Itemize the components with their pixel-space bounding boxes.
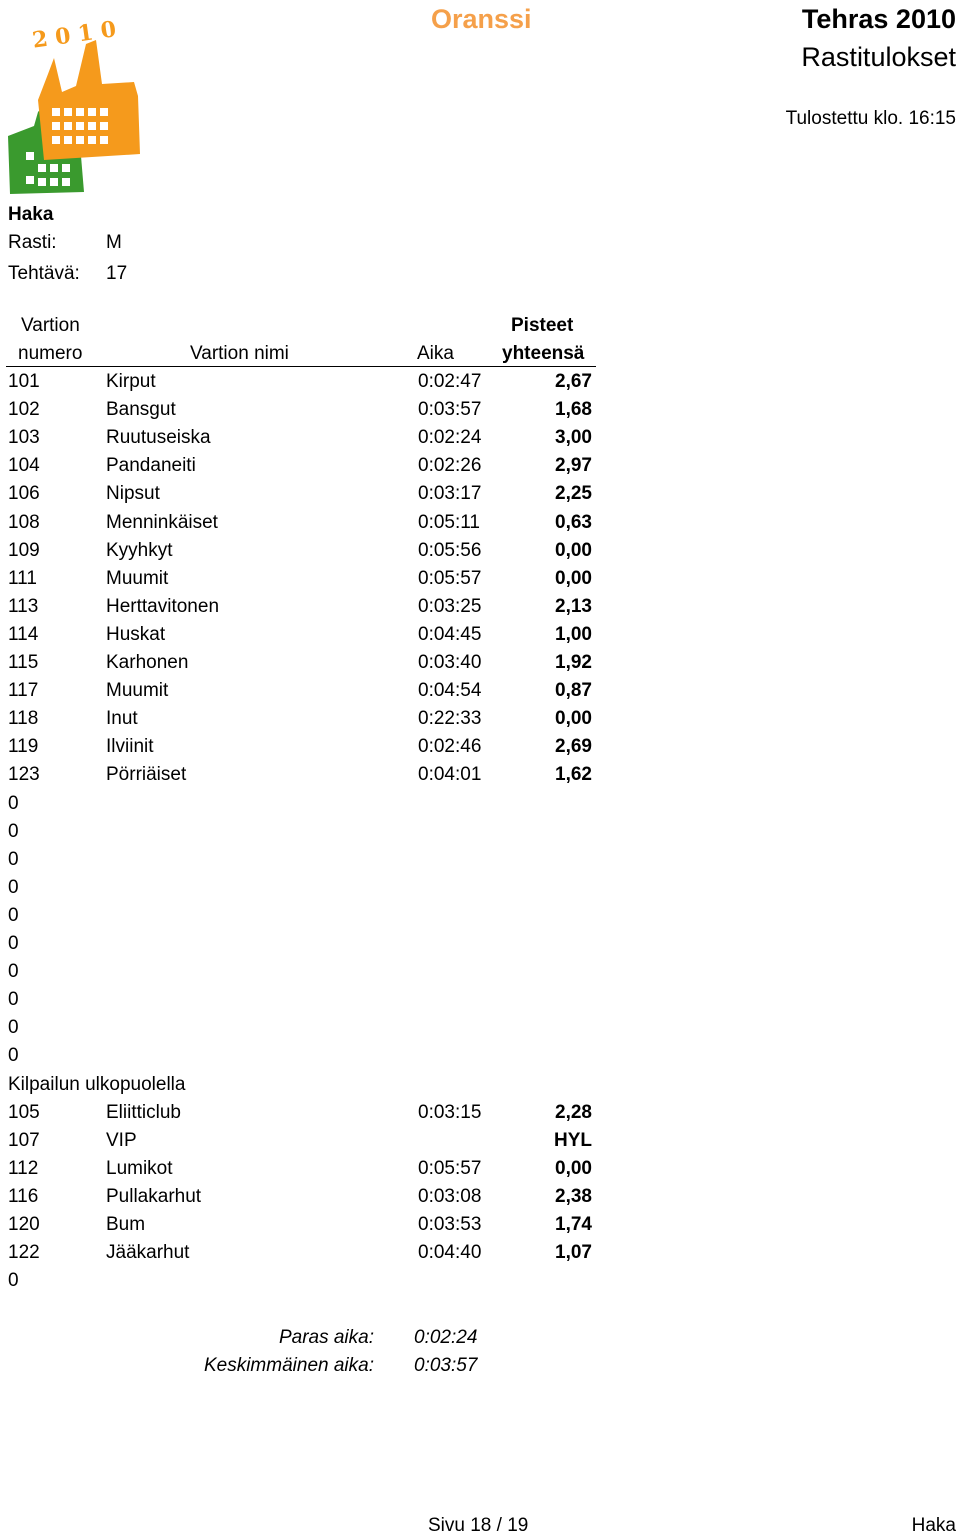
patrol-number: 0 xyxy=(8,1017,19,1039)
patrol-number: 0 xyxy=(8,1045,19,1067)
tehtava-label: Tehtävä: xyxy=(8,263,80,284)
patrol-name: Inut xyxy=(106,708,138,730)
patrol-name: Herttavitonen xyxy=(106,595,220,617)
patrol-points: 1,74 xyxy=(555,1214,592,1235)
patrol-name: Nipsut xyxy=(106,483,160,505)
patrol-points: 0,00 xyxy=(555,539,592,561)
patrol-points: 0,87 xyxy=(555,680,592,702)
logo-year: 2 0 1 0 xyxy=(30,16,118,54)
patrol-number: 112 xyxy=(8,1157,39,1179)
patrol-points: 2,38 xyxy=(555,1185,592,1207)
header-num-line1: Vartion xyxy=(21,315,80,336)
table-row xyxy=(0,1045,600,1073)
table-row xyxy=(0,540,600,568)
rasti-value: M xyxy=(106,232,122,253)
patrol-time: 0:02:24 xyxy=(418,427,482,449)
table-row xyxy=(0,455,600,483)
table-row xyxy=(0,849,600,877)
patrol-name: Eliitticlub xyxy=(106,1101,181,1123)
patrol-number: 109 xyxy=(8,539,40,561)
table-row xyxy=(0,933,600,961)
patrol-points: 1,62 xyxy=(555,764,592,786)
table-row xyxy=(0,736,600,764)
patrol-number: 117 xyxy=(8,680,39,702)
outside-competition-label: Kilpailun ulkopuolella xyxy=(8,1073,186,1095)
outside-table-row xyxy=(0,1270,600,1298)
outside-table-row xyxy=(0,1186,600,1214)
patrol-name: Bansgut xyxy=(106,399,176,421)
table-row xyxy=(0,877,600,905)
patrol-points: 2,67 xyxy=(555,371,592,392)
table-row xyxy=(0,961,600,989)
table-row xyxy=(0,989,600,1017)
header-points-line1: Pisteet xyxy=(511,315,574,336)
table-row xyxy=(0,512,600,540)
patrol-name: Jääkarhut xyxy=(106,1242,190,1264)
patrol-number: 118 xyxy=(8,708,39,730)
patrol-number: 0 xyxy=(8,933,19,954)
header-points-line2: yhteensä xyxy=(502,343,585,364)
patrol-number: 111 xyxy=(8,567,37,589)
table-row xyxy=(0,905,600,933)
table-row xyxy=(0,821,600,849)
outside-table-row xyxy=(0,1242,600,1270)
table-row xyxy=(0,680,600,708)
patrol-name: Muumit xyxy=(106,680,169,702)
patrol-time: 0:03:53 xyxy=(418,1214,482,1235)
patrol-points: 2,13 xyxy=(555,595,592,617)
header-name: Vartion nimi xyxy=(190,343,289,364)
patrol-number: 0 xyxy=(8,1270,19,1292)
patrol-time: 0:03:17 xyxy=(418,483,482,505)
patrol-number: 108 xyxy=(8,511,40,533)
table-row xyxy=(0,483,600,511)
patrol-points: 0,00 xyxy=(555,708,592,730)
patrol-number: 0 xyxy=(8,848,19,870)
patrol-number: 103 xyxy=(8,427,40,449)
patrol-number: 0 xyxy=(8,792,19,814)
patrol-name: Bum xyxy=(106,1214,146,1235)
patrol-number: 0 xyxy=(8,904,19,926)
patrol-time: 0:03:40 xyxy=(418,652,482,673)
table-row xyxy=(0,568,600,596)
patrol-time: 0:03:25 xyxy=(418,595,482,617)
patrol-time: 0:03:08 xyxy=(418,1185,482,1207)
patrol-points: 0,00 xyxy=(555,1157,592,1179)
patrol-number: 115 xyxy=(8,652,39,673)
patrol-number: 120 xyxy=(8,1214,40,1235)
patrol-name: Menninkäiset xyxy=(106,511,218,533)
organizer-name: Oranssi xyxy=(431,4,532,34)
patrol-points: 1,07 xyxy=(555,1242,592,1264)
patrol-name: Pullakarhut xyxy=(106,1185,202,1207)
patrol-name: Huskat xyxy=(106,623,166,645)
patrol-time: 0:02:26 xyxy=(418,455,482,477)
patrol-points: 2,97 xyxy=(555,455,592,477)
header-num-line2: numero xyxy=(18,343,83,364)
event-logo xyxy=(4,4,144,196)
patrol-name: Pandaneiti xyxy=(106,455,196,477)
patrol-number: 0 xyxy=(8,820,19,842)
patrol-number: 119 xyxy=(8,736,39,758)
patrol-name: Ruutuseiska xyxy=(106,427,211,449)
table-row xyxy=(0,708,600,736)
patrol-name: Karhonen xyxy=(106,652,189,673)
average-time-label: Keskimmäinen aika: xyxy=(203,1355,374,1376)
patrol-time: 0:04:45 xyxy=(418,623,482,645)
page-number: Sivu 18 / 19 xyxy=(428,1515,529,1536)
outside-table-row xyxy=(0,1130,600,1158)
average-time-value: 0:03:57 xyxy=(414,1355,478,1376)
district-name: Haka xyxy=(8,204,54,225)
patrol-number: 102 xyxy=(8,399,40,421)
page-subtitle: Rastitulokset xyxy=(801,42,956,72)
patrol-number: 104 xyxy=(8,455,40,477)
patrol-number: 113 xyxy=(8,595,39,617)
table-row xyxy=(0,652,600,680)
patrol-number: 0 xyxy=(8,876,19,898)
table-row xyxy=(0,596,600,624)
patrol-points: 1,00 xyxy=(555,623,592,645)
footer-district: Haka xyxy=(911,1515,956,1536)
patrol-time: 0:03:57 xyxy=(418,399,482,421)
patrol-points: 1,68 xyxy=(555,399,592,421)
tehtava-value: 17 xyxy=(106,263,128,284)
best-time-label: Paras aika: xyxy=(278,1327,374,1348)
patrol-time: 0:04:40 xyxy=(418,1242,482,1264)
best-time-value: 0:02:24 xyxy=(414,1327,478,1348)
patrol-number: 116 xyxy=(8,1185,39,1207)
patrol-number: 105 xyxy=(8,1101,40,1123)
patrol-name: Kirput xyxy=(106,371,156,392)
header-time: Aika xyxy=(417,343,454,364)
patrol-name: VIP xyxy=(106,1129,137,1151)
table-row xyxy=(0,371,600,399)
patrol-name: Lumikot xyxy=(106,1157,173,1179)
patrol-time: 0:22:33 xyxy=(418,708,482,730)
patrol-name: Muumit xyxy=(106,567,169,589)
patrol-points: 1,92 xyxy=(555,652,592,673)
header-divider xyxy=(6,366,596,367)
outside-table-row xyxy=(0,1158,600,1186)
patrol-time: 0:03:15 xyxy=(418,1101,482,1123)
table-row xyxy=(0,624,600,652)
printed-time: Tulostettu klo. 16:15 xyxy=(785,108,956,129)
table-row xyxy=(0,1017,600,1045)
patrol-points: 0,63 xyxy=(555,511,592,533)
patrol-number: 106 xyxy=(8,483,40,505)
patrol-points: 3,00 xyxy=(555,427,592,449)
table-row xyxy=(0,793,600,821)
table-row xyxy=(0,764,600,792)
rasti-label: Rasti: xyxy=(8,232,57,253)
patrol-time: 0:02:47 xyxy=(418,371,482,392)
patrol-number: 114 xyxy=(8,623,39,645)
event-title: Tehras 2010 xyxy=(801,4,956,34)
table-row xyxy=(0,399,600,427)
patrol-number: 122 xyxy=(8,1242,40,1264)
patrol-name: Kyyhkyt xyxy=(106,539,173,561)
patrol-name: Ilviinit xyxy=(106,736,154,758)
patrol-time: 0:02:46 xyxy=(418,736,482,758)
patrol-time: 0:05:57 xyxy=(418,1157,482,1179)
patrol-points: 0,00 xyxy=(555,567,592,589)
patrol-number: 101 xyxy=(8,371,40,392)
patrol-points: 2,69 xyxy=(555,736,592,758)
patrol-points: HYL xyxy=(554,1129,592,1151)
patrol-number: 0 xyxy=(8,961,19,983)
patrol-number: 123 xyxy=(8,764,40,786)
patrol-points: 2,25 xyxy=(555,483,592,505)
patrol-points: 2,28 xyxy=(555,1101,592,1123)
patrol-number: 107 xyxy=(8,1129,40,1151)
patrol-time: 0:05:56 xyxy=(418,539,482,561)
patrol-time: 0:04:54 xyxy=(418,680,482,702)
table-row xyxy=(0,427,600,455)
patrol-number: 0 xyxy=(8,989,19,1011)
patrol-time: 0:05:11 xyxy=(418,511,480,533)
patrol-time: 0:05:57 xyxy=(418,567,482,589)
patrol-name: Pörriäiset xyxy=(106,764,187,786)
outside-table-row xyxy=(0,1214,600,1242)
outside-table-row xyxy=(0,1102,600,1130)
patrol-time: 0:04:01 xyxy=(418,764,482,786)
